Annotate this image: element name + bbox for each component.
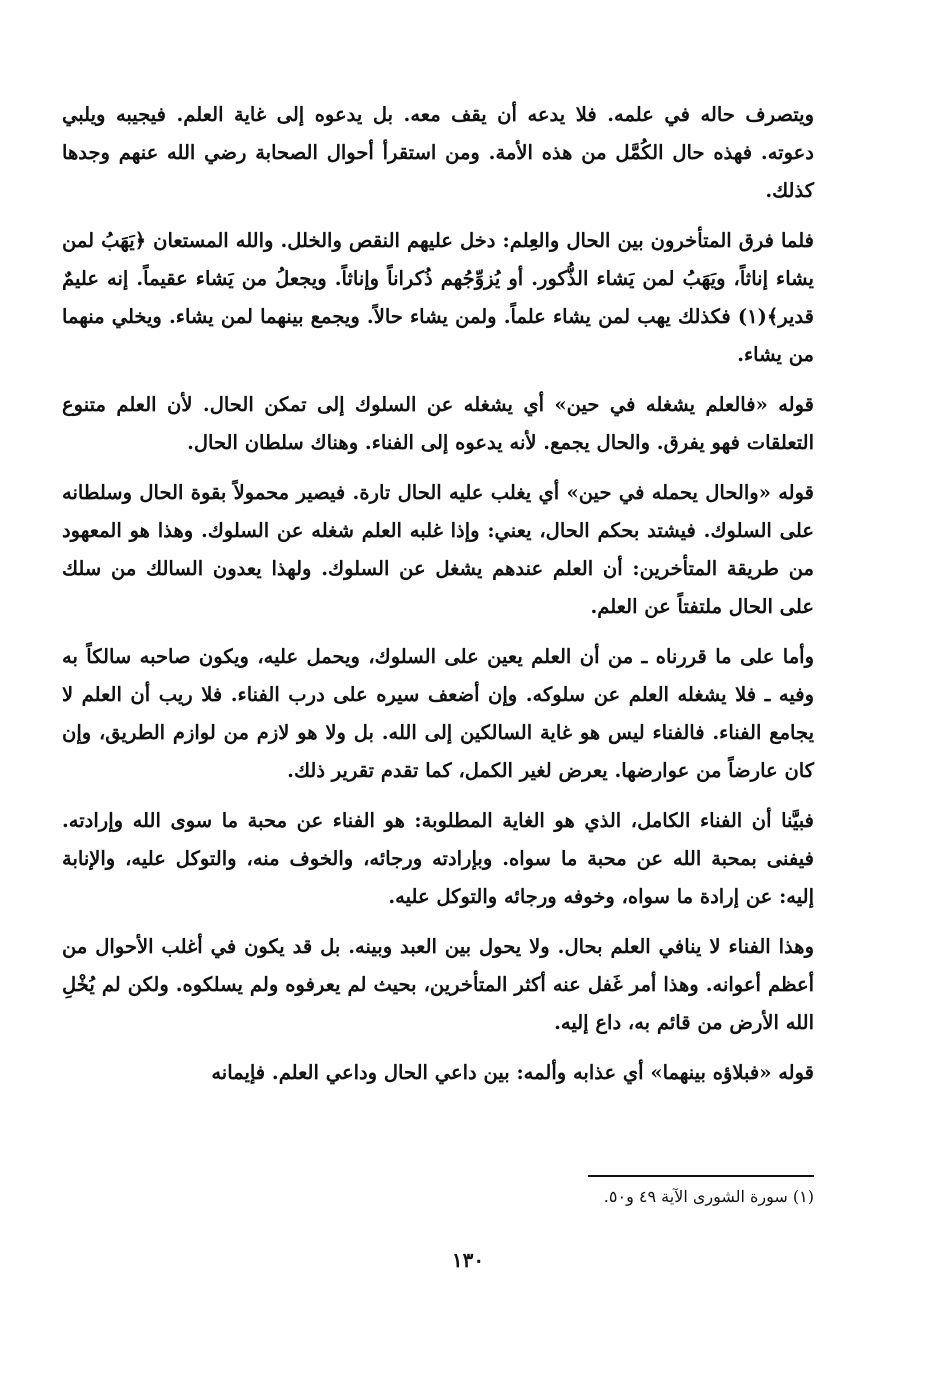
- footnote: (١) سورة الشورى الآية ٤٩ و٥٠.: [603, 1187, 814, 1206]
- footnote-divider: [588, 1175, 814, 1177]
- page-number: ١٣٠: [451, 1248, 485, 1272]
- paragraph-6: فبيَّنا أن الفناء الكامل، الذي هو الغاية المطلوبة: هو الفناء عن محبة ما سوى الله وإرادته. فيفنى بمحبة الله عن محبة ما سواه. وبإرادته ورجائه، والخوف منه، والتوكل عليه، والإنابة إليه: عن إرادة ما سواه، وخوفه ورجائه والتوكل عليه.: [62, 809, 814, 908]
- paragraph-4: قوله «والحال يحمله في حين» أي يغلب عليه الحال تارة. فيصير محمولاً بقوة الحال وسلطانه على السلوك. فيشتد بحكم الحال، يعني: وإذا غلبه العلم شغله عن السلوك. وهذا هو المعهود من طريقة المتأخرين: أن العلم عندهم يشغل عن السلوك. ولهذا يعدون السالك من سلك على الحال ملتفتاً عن العلم.: [62, 481, 814, 618]
- paragraph-7: وهذا الفناء لا ينافي العلم بحال. ولا يحول بين العبد وبينه. بل قد يكون في أغلب الأحوال من أعظم أعوانه. وهذا أمر غَفل عنه أكثر المتأخرين، بحيث لم يعرفوه ولم يسلكوه. ولكن لم يُخْلِ الله الأرض من قائم به، داع إليه.: [62, 935, 814, 1034]
- paragraph-8: قوله «فبلاؤه بينهما» أي عذابه وألمه: بين داعي الحال وداعي العلم. فإيمانه: [211, 1061, 814, 1084]
- paragraph-3: قوله «فالعلم يشغله في حين» أي يشغله عن السلوك إلى تمكن الحال. لأن العلم متنوع التعلقات فهو يفرق. والحال يجمع. لأنه يدعوه إلى الفناء. وهناك سلطان الحال.: [62, 393, 814, 454]
- paragraph-5: وأما على ما قررناه ـ من أن العلم يعين على السلوك، ويحمل عليه، ويكون صاحبه سالكاً به وفيه ـ فلا يشغله العلم عن سلوكه. وإن أضعف سيره على درب الفناء. فلا ريب أن العلم لا يجامع الفناء. فالفناء ليس هو غاية السالكين إلى الله. بل ولا هو لازم من لوازم الطريق، وإن كان عارضاً من عوارضها. يعرض لغير الكمل، كما تقدم تقرير ذلك.: [62, 645, 815, 782]
- paragraph-2: فلما فرق المتأخرون بين الحال والعِلم: دخل عليهم النقص والخلل. والله المستعان ﴿يَهَبُ لمن يشاء إناثاً، ويَهَبُ لمن يَشاء الذُّكور. أو يُزوِّجُهم ذُكراناً وإناثاً. ويجعلُ من يَشاء عقيماً. إنه عليمٌ قدير﴾(١) فكذلك يهب لمن يشاء علماً. ولمن يشاء حالاً. ويجمع بينهما لمن يشاء. ويخلي منهما من يشاء.: [62, 229, 814, 366]
- paragraph-1: ويتصرف حاله في علمه. فلا يدعه أن يقف معه. بل يدعوه إلى غاية العلم. فيجيبه ويلبي دعوته. فهذه حال الكُمَّل من هذه الأمة. ومن استقرأ أحوال الصحابة رضي الله عنهم وجدها كذلك.: [62, 103, 814, 202]
- page-body: [62, 96, 814, 1104]
